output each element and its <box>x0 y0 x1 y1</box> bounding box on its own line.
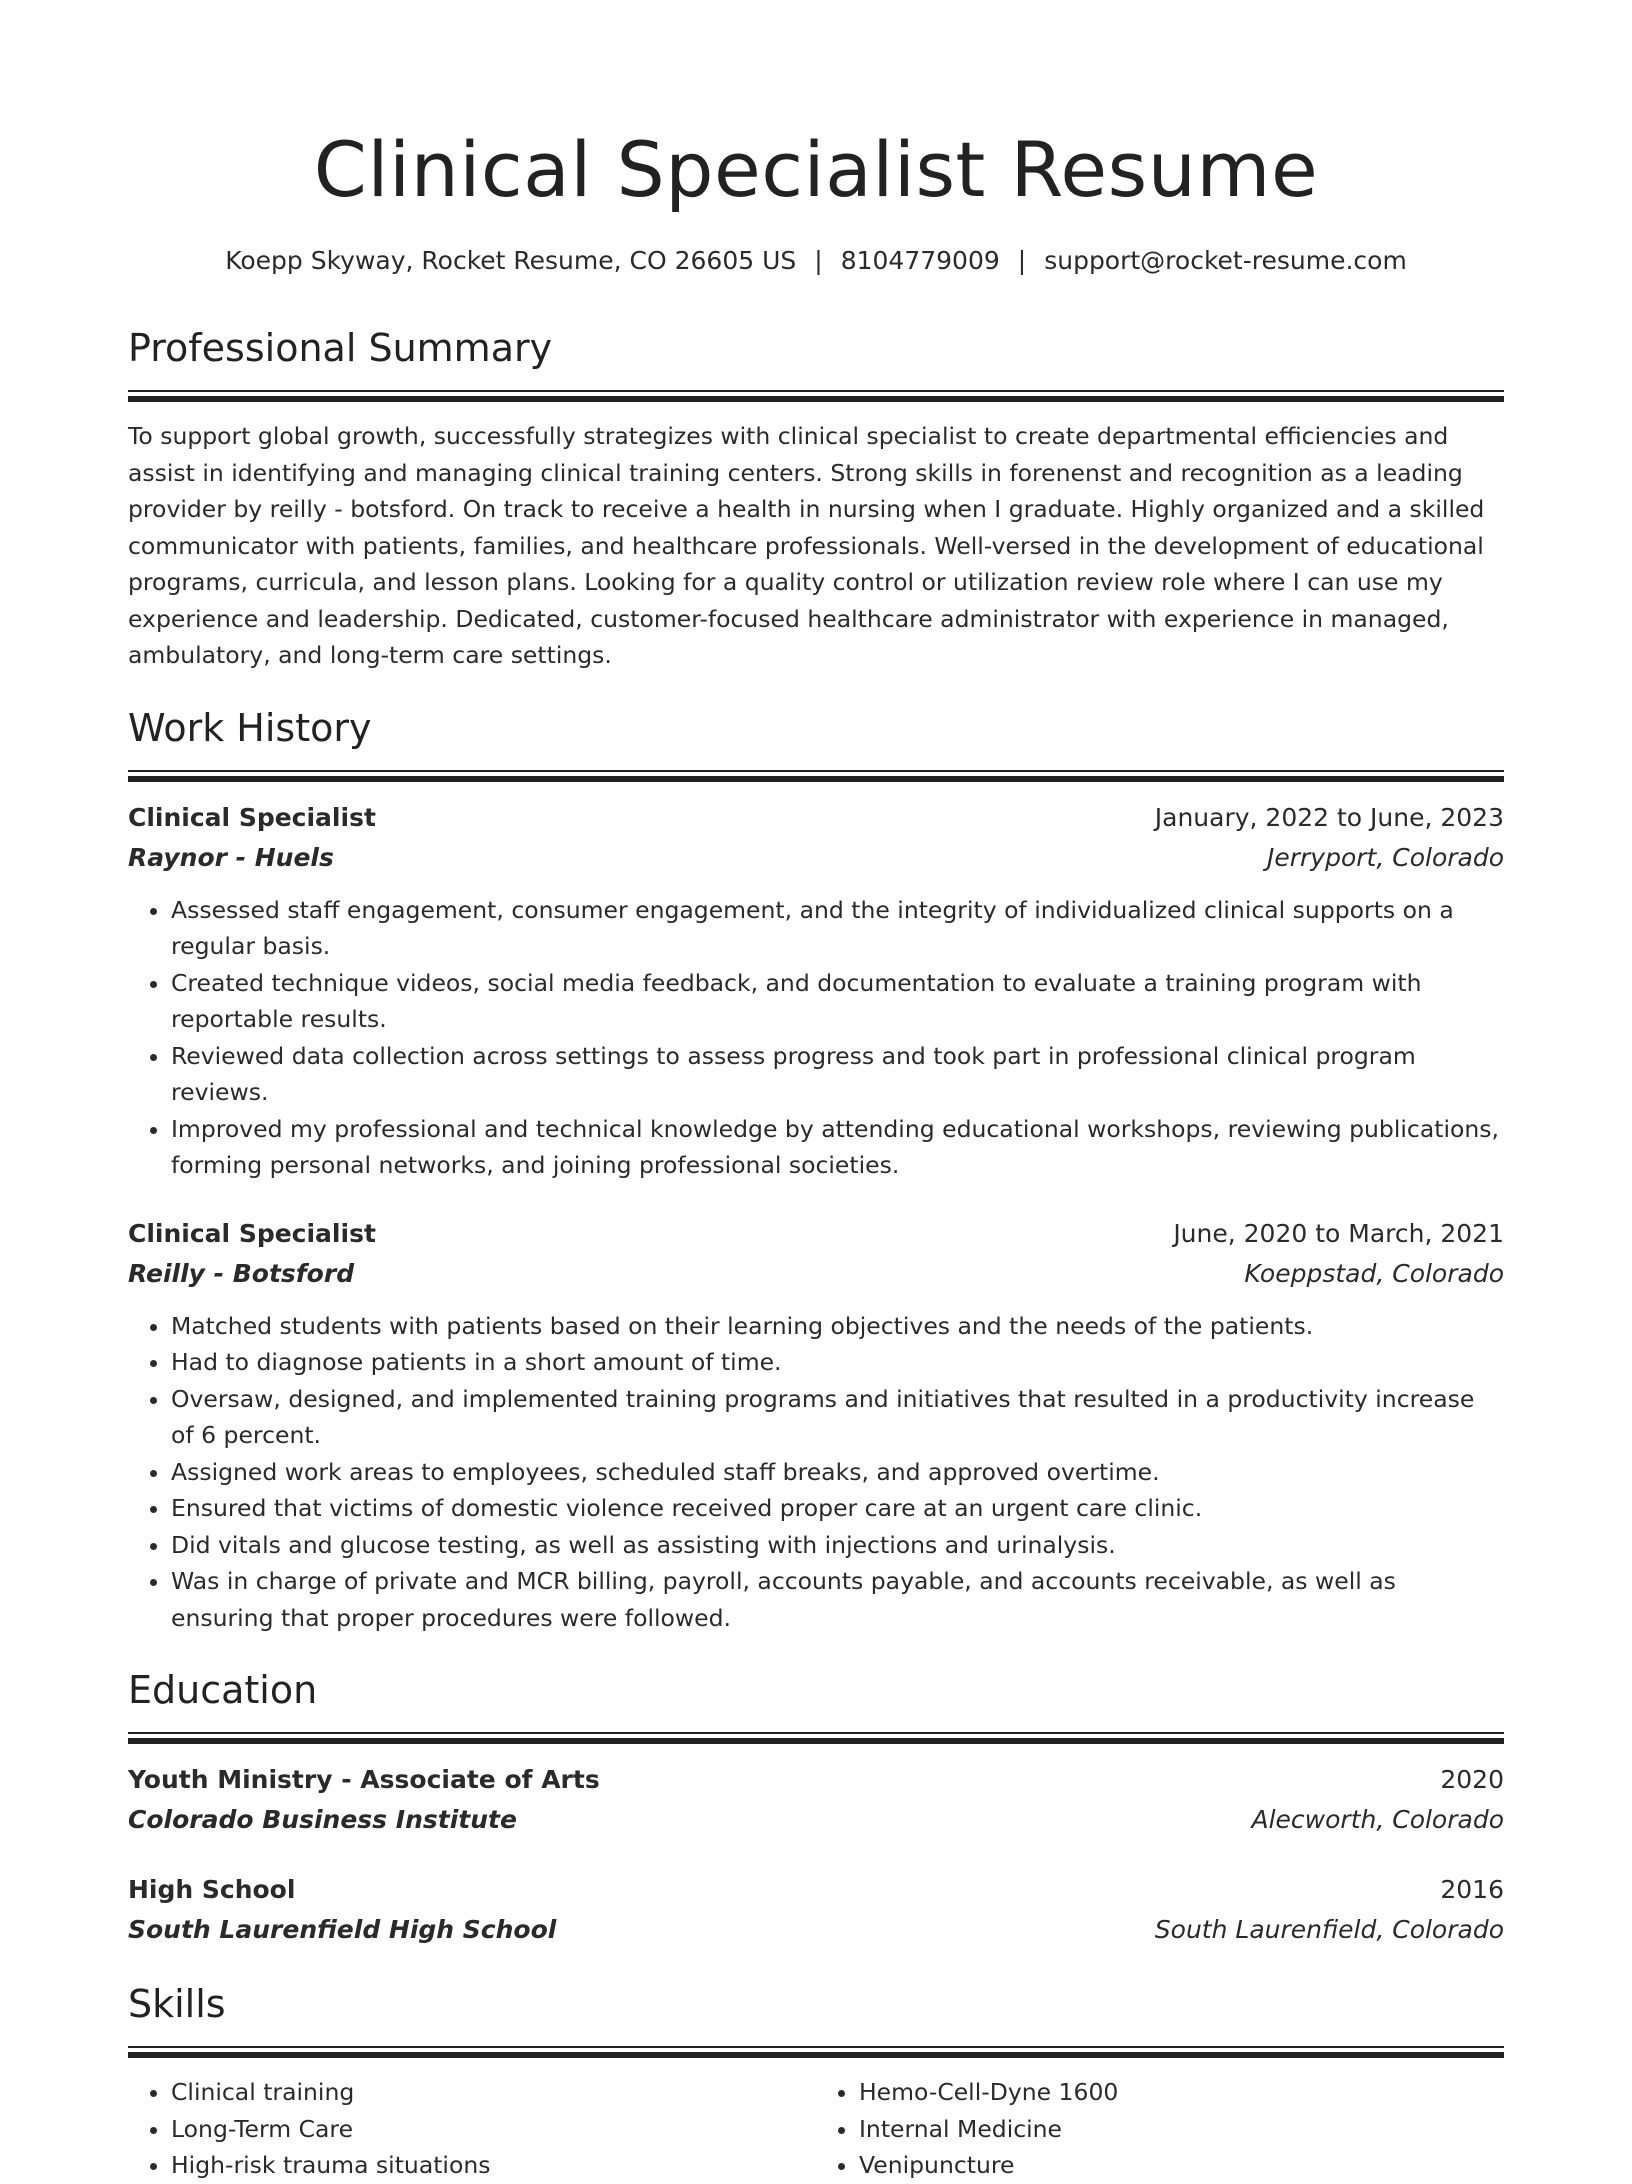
education-heading: Education <box>128 1668 318 1712</box>
job-bullet: • Ensured that victims of domestic violence received proper care at an urgent care clinic. <box>171 1490 1504 1527</box>
contact-separator: | <box>814 246 823 275</box>
job-bullet: • Had to diagnose patients in a short amount of time. <box>171 1344 1504 1381</box>
education-year: 2020 <box>1440 1765 1504 1794</box>
summary-heading: Professional Summary <box>128 326 553 370</box>
job-company: Raynor - Huels <box>128 842 334 872</box>
job-title: Clinical Specialist <box>128 802 376 832</box>
contact-line <box>128 244 1504 278</box>
job-bullets <box>128 892 1504 1184</box>
job-bullets <box>128 1308 1504 1637</box>
education-location: South Laurenfield, Colorado <box>1154 1915 1504 1944</box>
skill-item: • Hemo-Cell-Dyne 1600 <box>859 2074 1504 2111</box>
job-company: Reilly - Botsford <box>128 1258 355 1288</box>
job-entry <box>128 1214 1504 1637</box>
education-year: 2016 <box>1440 1875 1504 1904</box>
skills-column-left <box>128 2074 816 2184</box>
section-divider <box>128 390 1504 402</box>
section-divider <box>128 1732 1504 1744</box>
education-school: South Laurenfield High School <box>128 1915 557 1944</box>
job-bullet: • Created technique videos, social media feedback, and documentation to evaluate a training program with reportable results. <box>171 965 1504 1038</box>
contact-separator: | <box>1017 246 1027 275</box>
job-dates: June, 2020 to March, 2021 <box>1173 1218 1504 1248</box>
education-degree: Youth Ministry - Associate of Arts <box>128 1765 600 1794</box>
job-location: Jerryport, Colorado <box>1267 842 1504 872</box>
job-bullet: • Oversaw, designed, and implemented training programs and initiatives that resulted in a productivity increase of 6 percent. <box>171 1381 1504 1454</box>
resume-title: Clinical Specialist Resume <box>313 125 1319 214</box>
skill-item: • Long-Term Care <box>171 2111 816 2148</box>
section-divider <box>128 770 1504 782</box>
education-entry <box>128 1870 1504 1950</box>
skill-item: • Internal Medicine <box>859 2111 1504 2148</box>
skills-heading: Skills <box>128 1982 226 2026</box>
contact-email: support@rocket-resume.com <box>1044 246 1407 275</box>
section-divider <box>128 2046 1504 2058</box>
skills-list <box>128 2074 1504 2184</box>
skill-item: • Venipuncture <box>859 2147 1504 2184</box>
contact-phone: 8104779009 <box>840 246 1000 275</box>
education-entry <box>128 1760 1504 1840</box>
job-bullet: • Did vitals and glucose testing, as well as assisting with injections and urinalysis. <box>171 1527 1504 1564</box>
job-bullet: • Reviewed data collection across settings to assess progress and took part in professional clinical program reviews. <box>171 1038 1504 1111</box>
job-entry <box>128 798 1504 1184</box>
job-dates: January, 2022 to June, 2023 <box>1154 802 1504 832</box>
skill-item: • Clinical training <box>171 2074 816 2111</box>
job-title: Clinical Specialist <box>128 1218 376 1248</box>
job-bullet: • Improved my professional and technical knowledge by attending educational workshops, reviewing publications, forming personal networks, and joining professional societies. <box>171 1111 1504 1184</box>
summary-text: To support global growth, successfully strategizes with clinical specialist to create departmental efficiencies and assist in identifying and managing clinical training centers. Strong skills in forenenst and recognition as a leading provider by reilly - botsford. On track to receive a health in nursing when I graduate. Highly organized and a skilled communicator with patients, families, and healthcare professionals. Well-versed in the development of educational programs, curricula, and lesson plans. Looking for a quality control or utilization review role where I can use my experience and leadership. Dedicated, customer-focused healthcare administrator with experience in managed, ambulatory, and long-term care settings. <box>128 422 1485 669</box>
work-history-heading: Work History <box>128 705 372 750</box>
education-degree: High School <box>128 1875 296 1904</box>
job-bullet: • Matched students with patients based on their learning objectives and the needs of the patients. <box>171 1308 1504 1345</box>
education-school: Colorado Business Institute <box>128 1805 517 1834</box>
skill-item: • High-risk trauma situations <box>171 2147 816 2184</box>
contact-address: Koepp Skyway, Rocket Resume, CO 26605 US <box>225 246 797 275</box>
skills-column-right <box>816 2074 1504 2184</box>
job-location: Koeppstad, Colorado <box>1244 1258 1504 1288</box>
education-location: Alecworth, Colorado <box>1251 1805 1504 1834</box>
job-bullet: • Was in charge of private and MCR billing, payroll, accounts payable, and accounts receivable, as well as ensuring that proper procedures were followed. <box>171 1563 1504 1636</box>
job-bullet: • Assigned work areas to employees, scheduled staff breaks, and approved overtime. <box>171 1454 1504 1491</box>
job-bullet: • Assessed staff engagement, consumer engagement, and the integrity of individualized clinical supports on a regular basis. <box>171 892 1504 965</box>
